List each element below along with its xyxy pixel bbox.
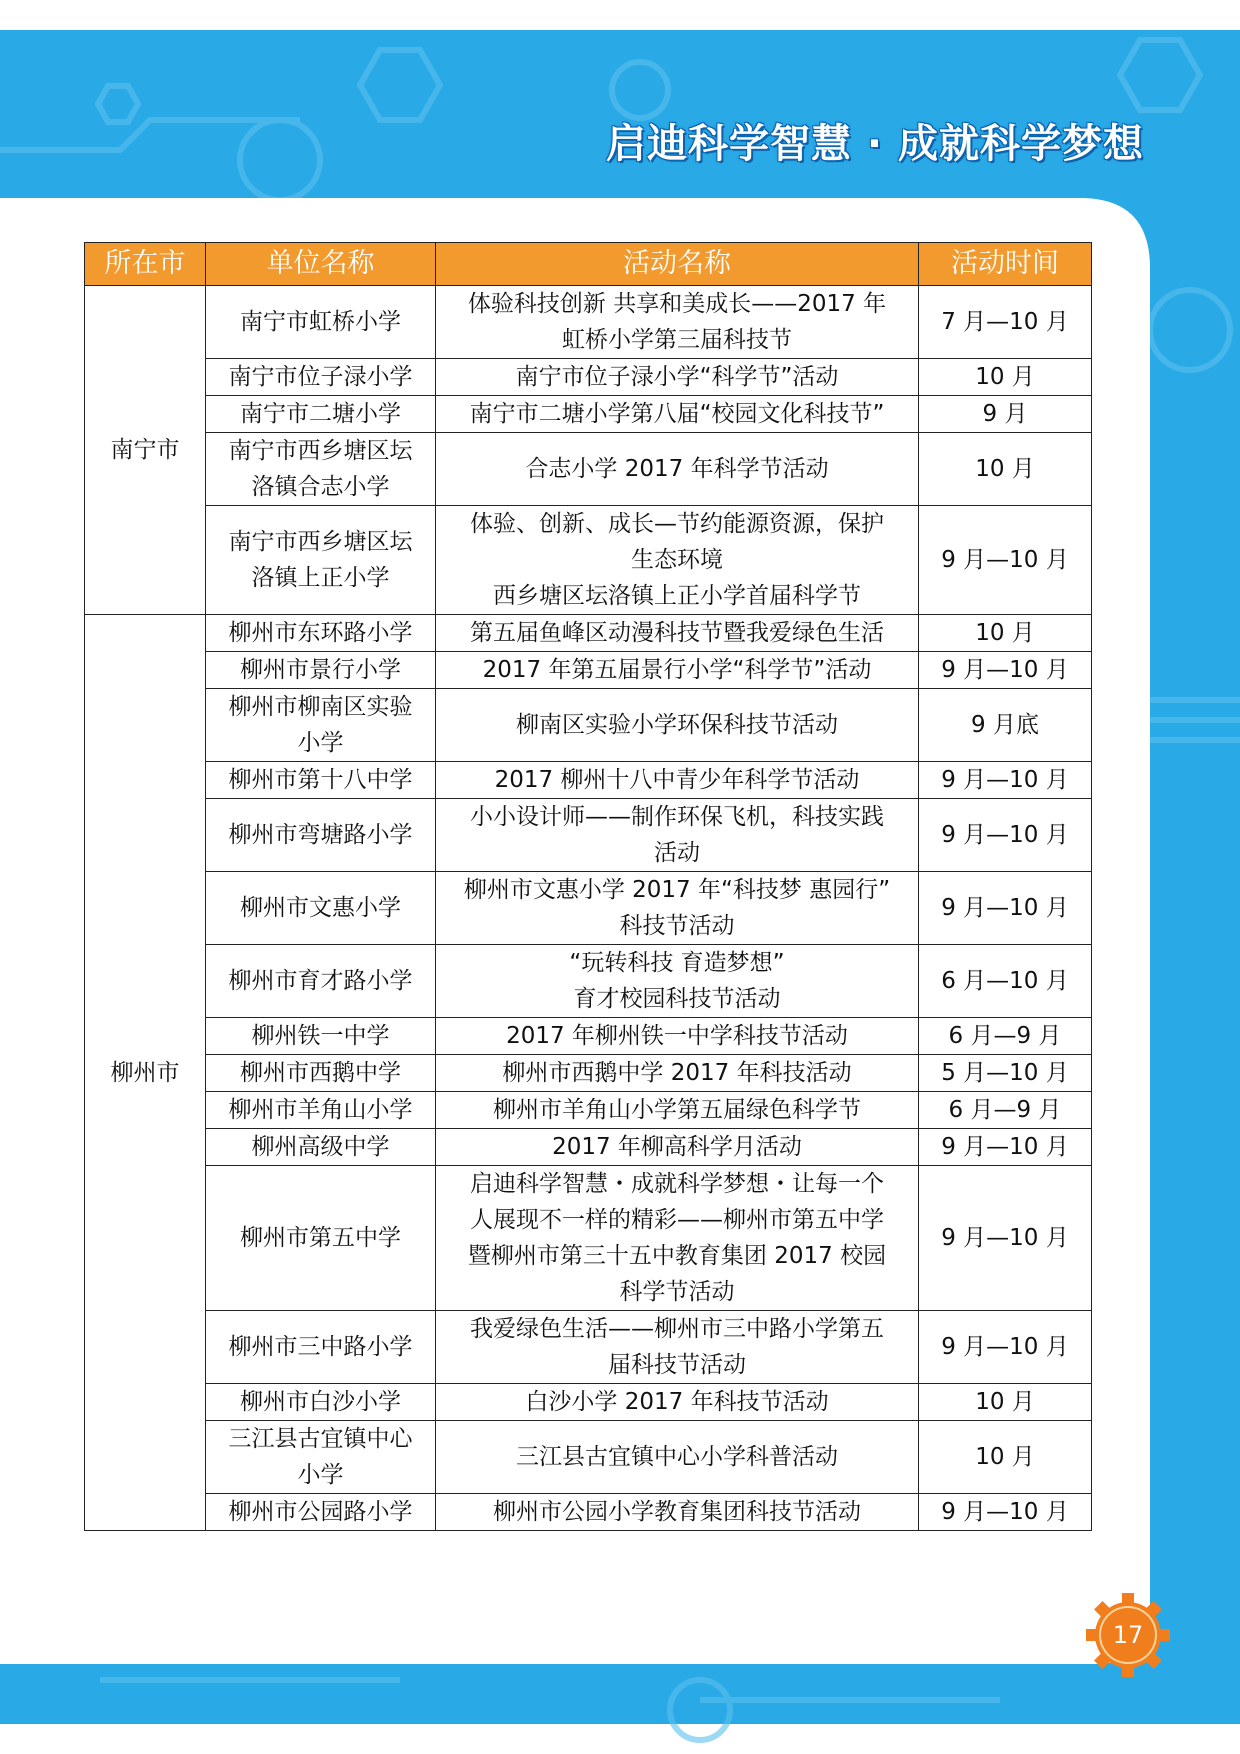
time-cell: 10 月 (919, 1421, 1092, 1494)
time-cell: 9 月—10 月 (919, 652, 1092, 689)
unit-line: 柳州铁一中学 (251, 1023, 390, 1049)
activity-cell (436, 762, 919, 799)
table-row (85, 1421, 1092, 1494)
time-cell: 9 月—10 月 (919, 762, 1092, 799)
time-cell: 9 月—10 月 (919, 799, 1092, 872)
time-cell: 9 月—10 月 (919, 872, 1092, 945)
city-cell: 南宁市 (85, 286, 206, 615)
unit-line: 南宁市位子渌小学 (228, 364, 413, 390)
activity-line: 三江县古宜镇中心小学科普活动 (516, 1444, 838, 1470)
unit-line: 柳州市第五中学 (240, 1225, 401, 1251)
table-row (85, 1055, 1092, 1092)
city-cell: 柳州市 (85, 615, 206, 1531)
table-row (85, 433, 1092, 506)
unit-cell (206, 359, 436, 396)
activity-line: 合志小学 2017 年科学节活动 (525, 456, 829, 482)
table-row (85, 359, 1092, 396)
activity-line: 柳州市文惠小学 2017 年“科技梦 惠园行” (463, 877, 891, 903)
unit-cell (206, 433, 436, 506)
unit-line: 柳州市西鹅中学 (240, 1060, 401, 1086)
activity-cell (436, 689, 919, 762)
column-header-city: 所在市 (85, 243, 206, 286)
activity-cell (436, 1055, 919, 1092)
activity-line: 柳州市西鹅中学 2017 年科技活动 (502, 1060, 852, 1086)
activity-cell (436, 1384, 919, 1421)
unit-cell (206, 1018, 436, 1055)
table-row (85, 1092, 1092, 1129)
activity-line: 小小设计师——制作环保飞机，科技实践 (470, 804, 884, 830)
unit-line: 小学 (297, 730, 344, 756)
activity-line: 2017 柳州十八中青少年科学节活动 (494, 767, 860, 793)
activity-line: 第五届鱼峰区动漫科技节暨我爱绿色生活 (470, 620, 884, 646)
time-cell: 7 月—10 月 (919, 286, 1092, 359)
table-header-row (85, 243, 1092, 286)
unit-line: 柳州市三中路小学 (228, 1334, 413, 1360)
table-row (85, 652, 1092, 689)
table-row (85, 945, 1092, 1018)
unit-cell (206, 689, 436, 762)
time-cell: 9 月—10 月 (919, 1166, 1092, 1311)
unit-line: 南宁市虹桥小学 (240, 309, 401, 335)
activity-cell (436, 799, 919, 872)
time-cell: 9 月—10 月 (919, 1494, 1092, 1531)
activity-cell (436, 1092, 919, 1129)
activity-cell (436, 1311, 919, 1384)
activity-line: 体验、创新、成长—节约能源资源，保护 (470, 511, 884, 537)
table-row (85, 286, 1092, 359)
activity-line: 虹桥小学第三届科技节 (562, 327, 792, 353)
column-header-activity: 活动名称 (436, 243, 919, 286)
unit-line: 柳州市景行小学 (240, 657, 401, 683)
activity-cell (436, 1129, 919, 1166)
activity-cell (436, 1494, 919, 1531)
unit-line: 柳州市文惠小学 (240, 895, 401, 921)
unit-cell (206, 1384, 436, 1421)
column-header-unit: 单位名称 (206, 243, 436, 286)
unit-cell (206, 945, 436, 1018)
activity-line: 活动 (654, 840, 700, 866)
unit-cell (206, 1494, 436, 1531)
activity-line: 启迪科学智慧・成就科学梦想・让每一个 (470, 1171, 884, 1197)
table-row (85, 1384, 1092, 1421)
unit-cell (206, 872, 436, 945)
activity-cell (436, 945, 919, 1018)
activity-cell (436, 286, 919, 359)
unit-cell (206, 286, 436, 359)
unit-cell (206, 1092, 436, 1129)
unit-line: 小学 (297, 1462, 344, 1488)
activity-line: 2017 年柳高科学月活动 (552, 1134, 802, 1160)
unit-cell (206, 396, 436, 433)
unit-line: 南宁市二塘小学 (240, 401, 401, 427)
time-cell: 9 月 (919, 396, 1092, 433)
table-row (85, 689, 1092, 762)
unit-line: 柳州高级中学 (251, 1134, 390, 1160)
activity-cell (436, 1018, 919, 1055)
unit-line: 三江县古宜镇中心 (228, 1426, 413, 1452)
activity-line: 南宁市二塘小学第八届“校园文化科技节” (469, 401, 885, 427)
table-row (85, 762, 1092, 799)
unit-line: 洛镇上正小学 (251, 565, 390, 591)
activity-line: 我爱绿色生活——柳州市三中路小学第五 (470, 1316, 884, 1342)
unit-cell (206, 799, 436, 872)
activity-cell (436, 872, 919, 945)
activity-line: 届科技节活动 (608, 1352, 746, 1378)
unit-cell (206, 1421, 436, 1494)
table-row (85, 506, 1092, 615)
unit-line: 柳州市公园路小学 (228, 1499, 413, 1525)
time-cell: 9 月—10 月 (919, 1311, 1092, 1384)
table-row (85, 396, 1092, 433)
table-row (85, 872, 1092, 945)
time-cell: 6 月—9 月 (919, 1092, 1092, 1129)
activity-table (84, 242, 1092, 1531)
activity-line: 南宁市位子渌小学“科学节”活动 (515, 364, 839, 390)
activity-cell (436, 652, 919, 689)
unit-line: 南宁市西乡塘区坛 (228, 529, 413, 555)
activity-line: 人展现不一样的精彩——柳州市第五中学 (470, 1207, 884, 1233)
page-slogan: 启迪科学智慧 · 成就科学梦想 (605, 121, 1144, 167)
time-cell: 9 月底 (919, 689, 1092, 762)
unit-line: 柳州市第十八中学 (228, 767, 413, 793)
unit-cell (206, 652, 436, 689)
activity-line: 西乡塘区坛洛镇上正小学首届科学节 (493, 583, 861, 609)
activity-cell (436, 506, 919, 615)
time-cell: 10 月 (919, 615, 1092, 652)
table-row (85, 1311, 1092, 1384)
table-row (85, 1018, 1092, 1055)
unit-cell (206, 1129, 436, 1166)
activity-cell (436, 433, 919, 506)
table-row (85, 1166, 1092, 1311)
table-row (85, 1129, 1092, 1166)
activity-cell (436, 396, 919, 433)
table-row (85, 799, 1092, 872)
activity-line: 科学节活动 (619, 1279, 735, 1305)
activity-line: 2017 年柳州铁一中学科技节活动 (506, 1023, 848, 1049)
activity-line: 柳州市羊角山小学第五届绿色科学节 (493, 1097, 861, 1123)
unit-cell (206, 1166, 436, 1311)
activity-line: 白沙小学 2017 年科技节活动 (525, 1389, 829, 1415)
time-cell: 10 月 (919, 1384, 1092, 1421)
activity-line: 育才校园科技节活动 (573, 986, 781, 1012)
activity-cell (436, 615, 919, 652)
unit-cell (206, 506, 436, 615)
unit-line: 柳州市柳南区实验 (228, 694, 413, 720)
time-cell: 6 月—10 月 (919, 945, 1092, 1018)
activity-line: 柳南区实验小学环保科技节活动 (516, 712, 838, 738)
page-number-badge (1093, 1600, 1163, 1670)
activity-line: 柳州市公园小学教育集团科技节活动 (493, 1499, 861, 1525)
unit-line: 柳州市弯塘路小学 (228, 822, 413, 848)
unit-line: 南宁市西乡塘区坛 (228, 438, 413, 464)
column-header-time: 活动时间 (919, 243, 1092, 286)
unit-line: 柳州市羊角山小学 (228, 1097, 413, 1123)
table-row (85, 615, 1092, 652)
unit-line: 柳州市育才路小学 (228, 968, 413, 994)
activity-cell (436, 359, 919, 396)
activity-cell (436, 1421, 919, 1494)
activity-line: 体验科技创新 共享和美成长——2017 年 (467, 291, 887, 317)
time-cell: 10 月 (919, 433, 1092, 506)
activity-line: “玩转科技 育造梦想” (569, 950, 785, 976)
unit-cell (206, 615, 436, 652)
time-cell: 9 月—10 月 (919, 1129, 1092, 1166)
activity-line: 科技节活动 (619, 913, 735, 939)
activity-cell (436, 1166, 919, 1311)
unit-cell (206, 762, 436, 799)
unit-cell (206, 1311, 436, 1384)
unit-line: 柳州市白沙小学 (240, 1389, 401, 1415)
activity-line: 2017 年第五届景行小学“科学节”活动 (482, 657, 872, 683)
time-cell: 5 月—10 月 (919, 1055, 1092, 1092)
table-row (85, 1494, 1092, 1531)
unit-line: 洛镇合志小学 (251, 474, 390, 500)
activity-line: 暨柳州市第三十五中教育集团 2017 校园 (467, 1243, 887, 1269)
unit-cell (206, 1055, 436, 1092)
unit-line: 柳州市东环路小学 (228, 620, 413, 646)
time-cell: 6 月—9 月 (919, 1018, 1092, 1055)
table-body (85, 286, 1092, 1531)
page-number: 17 (1112, 1621, 1144, 1649)
activity-line: 生态环境 (631, 547, 723, 573)
time-cell: 9 月—10 月 (919, 506, 1092, 615)
time-cell: 10 月 (919, 359, 1092, 396)
